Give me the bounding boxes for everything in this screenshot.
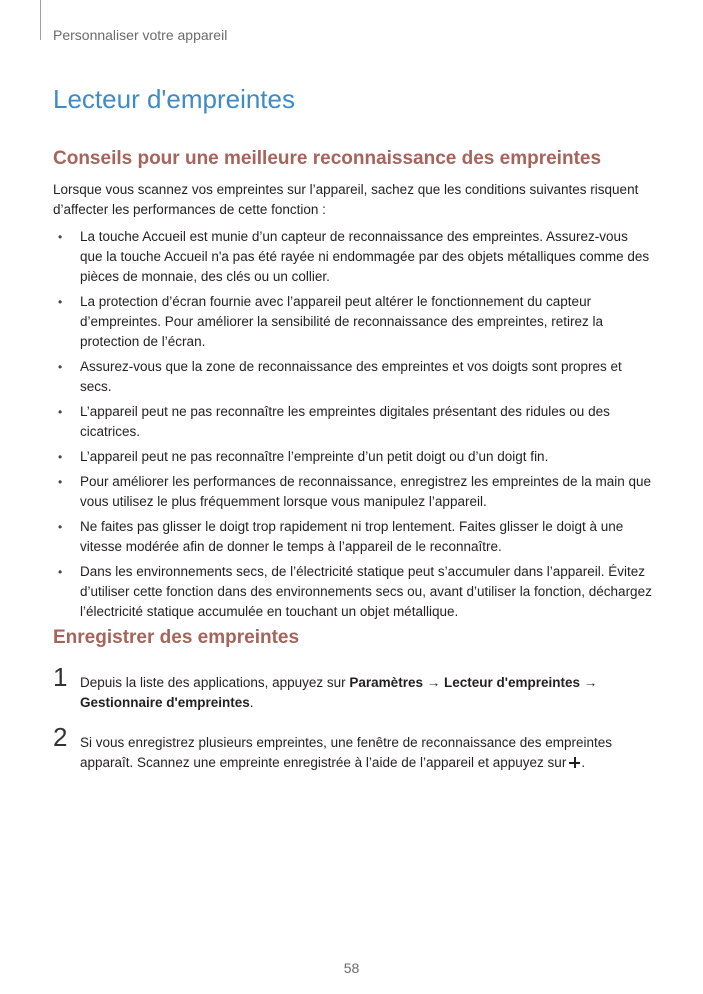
step-number: 2 — [53, 722, 68, 752]
bullet-icon: • — [58, 405, 63, 419]
list-item: • Ne faites pas glisser le doigt trop rapidement ni trop lentement. Faites glisser le doigt à une vitesse modérée afin de donner le temps à l’appareil de le reconnaître. — [58, 519, 624, 554]
bullet-icon: • — [58, 295, 63, 309]
tips-intro: Lorsque vous scannez vos empreintes sur l’appareil, sachez que les conditions suivantes risquent d’affecter les performances de cette fonction : — [53, 182, 639, 217]
header-divider — [40, 0, 41, 40]
running-header: Personnaliser votre appareil — [53, 27, 228, 43]
tips-list — [53, 227, 653, 627]
page-title: Lecteur d'empreintes — [53, 84, 295, 114]
step-text: Depuis la liste des applications, appuyez sur Paramètres → Lecteur d'empreintes → Gestionnaire d'empreintes. — [80, 675, 598, 710]
tips-section-title: Conseils pour une meilleure reconnaissance des empreintes — [53, 148, 602, 169]
step-1 — [53, 662, 653, 713]
step-number: 1 — [53, 662, 68, 692]
plus-icon — [569, 757, 580, 768]
list-item: • Dans les environnements secs, de l’électricité statique peut s’accumuler dans l’appareil. Évitez d’utiliser cette fonction dans des environnements secs ou, avant d’utiliser la fonction, déchargez l’électricité statique accumulée en touchant un objet métallique. — [58, 564, 652, 619]
register-section-title: Enregistrer des empreintes — [53, 627, 300, 648]
bullet-icon: • — [58, 475, 63, 489]
bullet-icon: • — [58, 360, 63, 374]
page-number: 58 — [343, 960, 360, 976]
list-item: • La protection d’écran fournie avec l’appareil peut altérer le fonctionnement du capteur d’empreintes. Pour améliorer la sensibilité de reconnaissance des empreintes, retirez la protection de l’écran. — [58, 294, 604, 349]
list-item: • Assurez-vous que la zone de reconnaissance des empreintes et vos doigts sont propres et secs. — [58, 359, 622, 394]
list-item: • Pour améliorer les performances de reconnaissance, enregistrez les empreintes de la main que vous utilisez le plus fréquemment lorsque vous manipulez l’appareil. — [58, 474, 652, 509]
bullet-icon: • — [58, 450, 63, 464]
step-2 — [53, 722, 653, 773]
list-item: • L’appareil peut ne pas reconnaître l’empreinte d’un petit doigt ou d’un doigt fin. — [53, 447, 653, 467]
bullet-icon: • — [58, 565, 63, 579]
list-item: • La touche Accueil est munie d’un capteur de reconnaissance des empreintes. Assurez-vous que la touche Accueil n'a pas été rayée ni endommagée par des objets métalliques comme des pièces de monnaie, des clés ou un collier. — [58, 229, 650, 284]
bullet-icon: • — [58, 520, 63, 534]
list-item: • L’appareil peut ne pas reconnaître les empreintes digitales présentant des ridules ou des cicatrices. — [58, 404, 610, 439]
bullet-icon: • — [58, 230, 63, 244]
step-text: Si vous enregistrez plusieurs empreintes, une fenêtre de reconnaissance des empreintes apparaît. Scannez une empreinte enregistrée à l’aide de l’appareil et appuyez sur . — [80, 735, 613, 770]
